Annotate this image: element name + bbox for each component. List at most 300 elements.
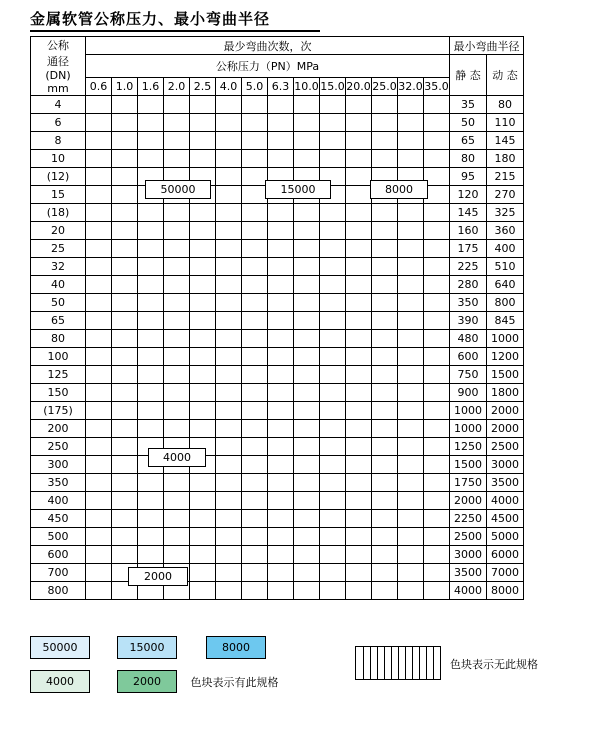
pressure-cell xyxy=(268,384,294,402)
table-row xyxy=(31,420,524,438)
pressure-cell xyxy=(164,240,190,258)
pressure-cell xyxy=(398,150,424,168)
pressure-cell xyxy=(242,546,268,564)
legend-swatch-50000: 50000 xyxy=(30,636,90,659)
pressure-cell xyxy=(424,564,450,582)
pressure-cell xyxy=(216,204,242,222)
pressure-cell xyxy=(424,546,450,564)
pressure-cell xyxy=(320,114,346,132)
pressure-cell xyxy=(346,420,372,438)
pressure-cell xyxy=(372,492,398,510)
table-row xyxy=(31,96,524,114)
pressure-cell xyxy=(242,240,268,258)
pressure-cell xyxy=(424,330,450,348)
pressure-cell xyxy=(320,276,346,294)
pressure-cell xyxy=(372,510,398,528)
static-header: 静 态 xyxy=(450,55,487,96)
pressure-cell xyxy=(346,582,372,600)
pressure-cell xyxy=(268,510,294,528)
pressure-cell xyxy=(112,330,138,348)
dynamic-radius-value: 145 xyxy=(487,132,524,150)
pressure-cell xyxy=(424,366,450,384)
pressure-cell xyxy=(138,348,164,366)
pressure-cell xyxy=(268,492,294,510)
pressure-cell xyxy=(346,456,372,474)
pressure-cell xyxy=(268,456,294,474)
pressure-cell xyxy=(190,258,216,276)
bend-radius-header: 最小弯曲半径 xyxy=(450,37,524,55)
pressure-cell xyxy=(190,510,216,528)
dn-value: 32 xyxy=(31,258,86,276)
dynamic-radius-value: 1000 xyxy=(487,330,524,348)
pressure-cell xyxy=(190,132,216,150)
static-radius-value: 1000 xyxy=(450,420,487,438)
dn-value: 350 xyxy=(31,474,86,492)
pressure-cell xyxy=(346,168,372,186)
pressure-cell xyxy=(268,204,294,222)
table-row xyxy=(31,258,524,276)
pressure-cell xyxy=(216,510,242,528)
pressure-cell xyxy=(216,186,242,204)
spec-table-wrap xyxy=(30,36,524,600)
pressure-cell xyxy=(320,492,346,510)
pressure-cell xyxy=(242,564,268,582)
pressure-cell xyxy=(346,114,372,132)
pressure-cell xyxy=(398,420,424,438)
pressure-cell xyxy=(138,150,164,168)
pressure-cell xyxy=(138,96,164,114)
pressure-cell xyxy=(294,492,320,510)
dynamic-radius-value: 4000 xyxy=(487,492,524,510)
pressure-cell xyxy=(242,366,268,384)
pressure-cell xyxy=(424,204,450,222)
dn-value: 80 xyxy=(31,330,86,348)
pressure-cell xyxy=(138,384,164,402)
legend-row-2 xyxy=(30,670,570,693)
pressure-cell xyxy=(242,582,268,600)
static-radius-value: 80 xyxy=(450,150,487,168)
static-radius-value: 280 xyxy=(450,276,487,294)
pressure-cell xyxy=(164,222,190,240)
table-row xyxy=(31,294,524,312)
pressure-cell xyxy=(398,312,424,330)
pressure-cell xyxy=(86,456,112,474)
pressure-cell xyxy=(112,240,138,258)
pressure-cell xyxy=(294,582,320,600)
table-row xyxy=(31,222,524,240)
pressure-cell xyxy=(398,294,424,312)
pressure-cell xyxy=(216,168,242,186)
pressure-cell xyxy=(216,114,242,132)
pressure-cell xyxy=(294,150,320,168)
pressure-cell xyxy=(216,564,242,582)
pressure-cell xyxy=(372,240,398,258)
pressure-cell xyxy=(242,132,268,150)
static-radius-value: 35 xyxy=(450,96,487,114)
pressure-cell xyxy=(320,348,346,366)
stripe-divider xyxy=(391,647,392,679)
pressure-cell xyxy=(372,150,398,168)
pressure-col-header: 1.0 xyxy=(112,78,138,96)
pressure-cell xyxy=(398,258,424,276)
pressure-cell xyxy=(138,258,164,276)
pressure-cell xyxy=(138,420,164,438)
table-head xyxy=(31,37,524,96)
pressure-cell xyxy=(398,492,424,510)
pressure-cell xyxy=(424,240,450,258)
dn-value: 50 xyxy=(31,294,86,312)
dynamic-radius-value: 270 xyxy=(487,186,524,204)
pressure-cell xyxy=(268,240,294,258)
pressure-cell xyxy=(138,276,164,294)
pressure-cell xyxy=(320,258,346,276)
pressure-cell xyxy=(294,510,320,528)
pressure-cell xyxy=(268,150,294,168)
pressure-cell xyxy=(398,510,424,528)
pressure-cell xyxy=(346,150,372,168)
pressure-cell xyxy=(86,222,112,240)
dn-value: 15 xyxy=(31,186,86,204)
pressure-cell xyxy=(112,474,138,492)
pressure-cell xyxy=(190,222,216,240)
static-radius-value: 175 xyxy=(450,240,487,258)
stripe-divider xyxy=(363,647,364,679)
static-radius-value: 1750 xyxy=(450,474,487,492)
static-radius-value: 600 xyxy=(450,348,487,366)
pressure-cell xyxy=(216,330,242,348)
pressure-cell xyxy=(346,510,372,528)
pressure-cell xyxy=(112,420,138,438)
dn-value: 4 xyxy=(31,96,86,114)
dn-value: (175) xyxy=(31,402,86,420)
pressure-cell xyxy=(294,438,320,456)
pressure-cell xyxy=(138,240,164,258)
pressure-cell xyxy=(242,384,268,402)
pressure-col-header: 4.0 xyxy=(216,78,242,96)
pressure-cell xyxy=(346,276,372,294)
pressure-cell xyxy=(138,474,164,492)
dynamic-radius-value: 6000 xyxy=(487,546,524,564)
static-radius-value: 160 xyxy=(450,222,487,240)
pressure-cell xyxy=(372,564,398,582)
pressure-cell xyxy=(86,276,112,294)
pressure-cell xyxy=(320,366,346,384)
legend-swatch-15000: 15000 xyxy=(117,636,177,659)
pressure-cell xyxy=(164,348,190,366)
dn-value: 500 xyxy=(31,528,86,546)
pressure-cell xyxy=(424,528,450,546)
pressure-cell xyxy=(398,222,424,240)
legend-swatch-2000: 2000 xyxy=(117,670,177,693)
pressure-col-header: 1.6 xyxy=(138,78,164,96)
pressure-cell xyxy=(268,132,294,150)
dn-line-4: mm xyxy=(47,82,69,95)
pressure-col-header: 2.5 xyxy=(190,78,216,96)
pressure-cell xyxy=(190,312,216,330)
pressure-header: 公称压力（PN）MPa xyxy=(86,55,450,78)
stripe-divider xyxy=(433,647,434,679)
dynamic-radius-value: 5000 xyxy=(487,528,524,546)
pressure-cell xyxy=(268,222,294,240)
pressure-cell xyxy=(86,186,112,204)
pressure-cell xyxy=(112,294,138,312)
pressure-cell xyxy=(372,96,398,114)
pressure-cell xyxy=(112,186,138,204)
pressure-cell xyxy=(164,150,190,168)
pressure-cell xyxy=(242,150,268,168)
pressure-cell xyxy=(372,258,398,276)
pressure-cell xyxy=(112,510,138,528)
stripe-divider xyxy=(377,647,378,679)
pressure-cell xyxy=(164,366,190,384)
pressure-cell xyxy=(242,96,268,114)
pressure-cell xyxy=(190,582,216,600)
pressure-cell xyxy=(164,546,190,564)
table-row xyxy=(31,546,524,564)
dynamic-radius-value: 80 xyxy=(487,96,524,114)
pressure-cell xyxy=(112,492,138,510)
pressure-cell xyxy=(86,114,112,132)
pressure-cell xyxy=(320,222,346,240)
pressure-cell xyxy=(138,222,164,240)
pressure-cell xyxy=(86,96,112,114)
pressure-cell xyxy=(294,546,320,564)
pressure-cell xyxy=(424,96,450,114)
pressure-cell xyxy=(86,402,112,420)
static-radius-value: 3000 xyxy=(450,546,487,564)
dynamic-radius-value: 110 xyxy=(487,114,524,132)
pressure-cell xyxy=(372,276,398,294)
pressure-cell xyxy=(268,276,294,294)
pressure-cell xyxy=(398,402,424,420)
dynamic-radius-value: 2000 xyxy=(487,402,524,420)
pressure-cell xyxy=(268,582,294,600)
pressure-cell xyxy=(424,420,450,438)
overlay-label: 8000 xyxy=(370,180,428,199)
pressure-cell xyxy=(164,384,190,402)
pressure-cell xyxy=(86,168,112,186)
overlay-label: 4000 xyxy=(148,448,206,467)
pressure-cell xyxy=(242,222,268,240)
pressure-cell xyxy=(216,402,242,420)
pressure-cell xyxy=(294,348,320,366)
pressure-cell xyxy=(398,204,424,222)
dn-value: 600 xyxy=(31,546,86,564)
pressure-cell xyxy=(112,258,138,276)
pressure-cell xyxy=(216,384,242,402)
pressure-cell xyxy=(86,312,112,330)
pressure-cell xyxy=(112,168,138,186)
pressure-cell xyxy=(372,132,398,150)
pressure-cell xyxy=(294,402,320,420)
pressure-cell xyxy=(398,114,424,132)
dynamic-header: 动 态 xyxy=(487,55,524,96)
dynamic-radius-value: 8000 xyxy=(487,582,524,600)
pressure-cell xyxy=(216,240,242,258)
stripe-divider xyxy=(419,647,420,679)
pressure-cell xyxy=(268,402,294,420)
pressure-cell xyxy=(190,366,216,384)
static-radius-value: 95 xyxy=(450,168,487,186)
pressure-cell xyxy=(372,546,398,564)
pressure-cell xyxy=(372,366,398,384)
pressure-cell xyxy=(268,474,294,492)
pressure-col-header: 32.0 xyxy=(398,78,424,96)
pressure-cell xyxy=(138,114,164,132)
pressure-cell xyxy=(294,96,320,114)
pressure-cell xyxy=(320,312,346,330)
stripe-divider xyxy=(370,647,371,679)
legend-swatch-4000: 4000 xyxy=(30,670,90,693)
dn-value: 10 xyxy=(31,150,86,168)
pressure-cell xyxy=(242,492,268,510)
static-radius-value: 900 xyxy=(450,384,487,402)
pressure-cell xyxy=(86,330,112,348)
pressure-cell xyxy=(268,294,294,312)
static-radius-value: 50 xyxy=(450,114,487,132)
pressure-cell xyxy=(190,402,216,420)
pressure-cell xyxy=(320,240,346,258)
pressure-cell xyxy=(398,366,424,384)
static-radius-value: 480 xyxy=(450,330,487,348)
pressure-cell xyxy=(424,384,450,402)
pressure-cell xyxy=(268,528,294,546)
overlay-label: 50000 xyxy=(145,180,211,199)
pressure-cell xyxy=(320,456,346,474)
table-body xyxy=(31,96,524,600)
pressure-cell xyxy=(320,294,346,312)
pressure-cell xyxy=(164,96,190,114)
pressure-cell xyxy=(216,420,242,438)
pressure-col-header: 0.6 xyxy=(86,78,112,96)
pressure-cell xyxy=(242,330,268,348)
table-row xyxy=(31,240,524,258)
pressure-cell xyxy=(294,564,320,582)
pressure-cell xyxy=(86,582,112,600)
pressure-cell xyxy=(112,366,138,384)
pressure-cell xyxy=(424,132,450,150)
pressure-cell xyxy=(294,420,320,438)
pressure-cell xyxy=(138,510,164,528)
static-radius-value: 65 xyxy=(450,132,487,150)
static-radius-value: 1250 xyxy=(450,438,487,456)
pressure-cell xyxy=(346,564,372,582)
table-row xyxy=(31,132,524,150)
pressure-cell xyxy=(372,294,398,312)
pressure-cell xyxy=(424,582,450,600)
dynamic-radius-value: 3000 xyxy=(487,456,524,474)
pressure-cell xyxy=(242,294,268,312)
stripe-divider xyxy=(412,647,413,679)
pressure-cell xyxy=(268,312,294,330)
table-row xyxy=(31,276,524,294)
pressure-cell xyxy=(112,438,138,456)
dynamic-radius-value: 325 xyxy=(487,204,524,222)
table-row xyxy=(31,456,524,474)
pressure-col-header: 25.0 xyxy=(372,78,398,96)
pressure-cell xyxy=(346,546,372,564)
pressure-cell xyxy=(398,384,424,402)
pressure-cell xyxy=(372,582,398,600)
pressure-cell xyxy=(190,384,216,402)
pressure-cell xyxy=(190,240,216,258)
legend-stripe-swatch xyxy=(355,646,441,680)
pressure-cell xyxy=(398,546,424,564)
pressure-cell xyxy=(242,474,268,492)
pressure-cell xyxy=(424,348,450,366)
pressure-cell xyxy=(372,330,398,348)
pressure-cell xyxy=(190,420,216,438)
pressure-cell xyxy=(268,96,294,114)
pressure-cell xyxy=(242,276,268,294)
pressure-cell xyxy=(294,240,320,258)
pressure-cell xyxy=(398,528,424,546)
pressure-cell xyxy=(86,294,112,312)
table-row xyxy=(31,366,524,384)
pressure-cell xyxy=(190,564,216,582)
pressure-cell xyxy=(346,312,372,330)
dn-line-2: 通径 xyxy=(47,55,69,68)
table-row xyxy=(31,114,524,132)
table-row xyxy=(31,528,524,546)
dynamic-radius-value: 400 xyxy=(487,240,524,258)
pressure-cell xyxy=(398,474,424,492)
dynamic-radius-value: 360 xyxy=(487,222,524,240)
pressure-cell xyxy=(216,276,242,294)
pressure-cell xyxy=(112,528,138,546)
pressure-cell xyxy=(112,150,138,168)
pressure-cell xyxy=(86,258,112,276)
pressure-cell xyxy=(112,312,138,330)
pressure-cell xyxy=(372,114,398,132)
pressure-cell xyxy=(424,114,450,132)
pressure-cell xyxy=(294,474,320,492)
legend-color-note: 色块表示有此规格 xyxy=(190,675,279,689)
pressure-cell xyxy=(86,546,112,564)
pressure-cell xyxy=(138,312,164,330)
pressure-cell xyxy=(372,528,398,546)
pressure-cell xyxy=(242,402,268,420)
table-row xyxy=(31,330,524,348)
dn-header-cell xyxy=(31,37,86,96)
pressure-cell xyxy=(242,186,268,204)
pressure-cell xyxy=(372,474,398,492)
static-radius-value: 225 xyxy=(450,258,487,276)
pressure-cell xyxy=(216,132,242,150)
pressure-cell xyxy=(216,528,242,546)
dynamic-radius-value: 2500 xyxy=(487,438,524,456)
pressure-cell xyxy=(164,420,190,438)
pressure-cell xyxy=(268,366,294,384)
pressure-cell xyxy=(268,114,294,132)
pressure-cell xyxy=(424,222,450,240)
overlay-label: 2000 xyxy=(128,567,188,586)
pressure-cell xyxy=(216,312,242,330)
dn-value: 6 xyxy=(31,114,86,132)
dn-value: 450 xyxy=(31,510,86,528)
pressure-cell xyxy=(112,546,138,564)
pressure-cell xyxy=(346,222,372,240)
table-row xyxy=(31,438,524,456)
legend-swatch-8000: 8000 xyxy=(206,636,266,659)
pressure-col-header: 2.0 xyxy=(164,78,190,96)
pressure-cell xyxy=(242,168,268,186)
pressure-cell xyxy=(398,96,424,114)
dn-value: 8 xyxy=(31,132,86,150)
stripe-divider xyxy=(384,647,385,679)
table-row xyxy=(31,474,524,492)
dynamic-radius-value: 215 xyxy=(487,168,524,186)
